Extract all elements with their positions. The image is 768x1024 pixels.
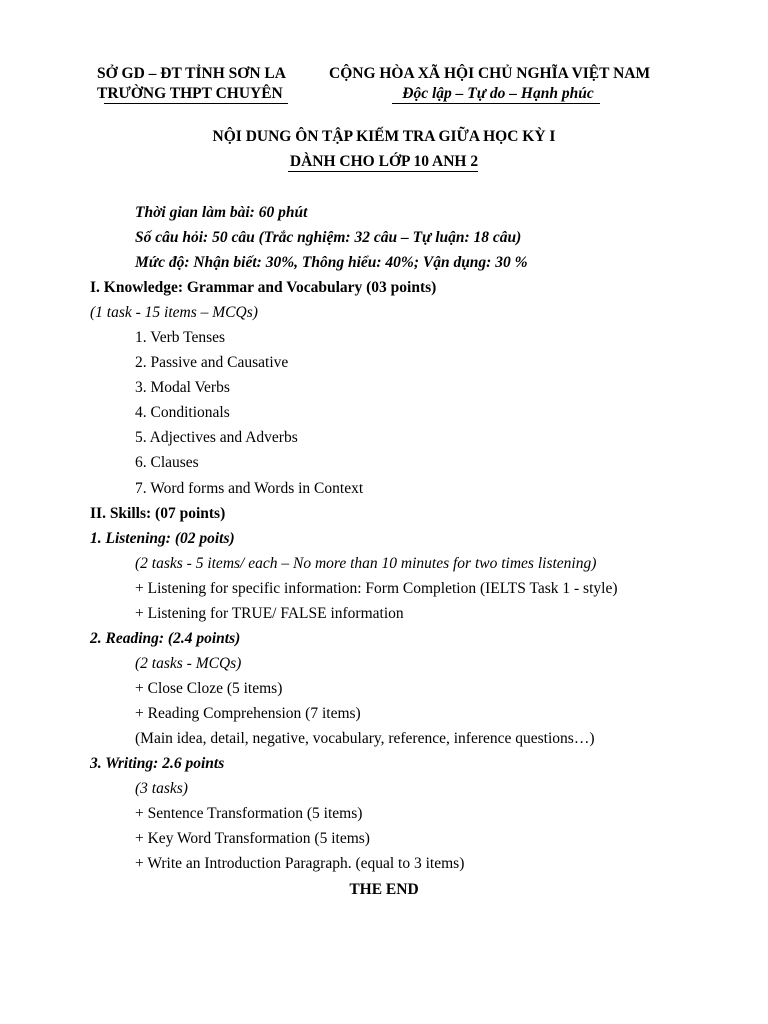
header-school-underline (104, 103, 288, 104)
writing-note: (3 tasks) (135, 780, 188, 797)
info-level: Mức độ: Nhận biết: 30%, Thông hiểu: 40%; Vận dụng: 30 % (135, 254, 528, 271)
header-republic: CỘNG HÒA XÃ HỘI CHỦ NGHĨA VIỆT NAM (329, 65, 651, 82)
subtitle-underline (288, 171, 478, 172)
reading-note: (2 tasks - MCQs) (135, 655, 242, 672)
writing-heading: 3. Writing: 2.6 points (90, 755, 225, 772)
list-item: 1. Verb Tenses (135, 329, 226, 346)
document-subtitle: DÀNH CHO LỚP 10 ANH 2 (289, 153, 479, 170)
section-2-heading: II. Skills: (07 points) (90, 505, 226, 522)
list-item: + Write an Introduction Paragraph. (equal to 3 items) (135, 855, 465, 872)
list-item: 5. Adjectives and Adverbs (135, 429, 298, 446)
list-item: 2. Passive and Causative (135, 354, 289, 371)
list-item: + Key Word Transformation (5 items) (135, 830, 370, 847)
section-1-note: (1 task - 15 items – MCQs) (90, 304, 258, 321)
list-item: (Main idea, detail, negative, vocabulary, reference, inference questions…) (135, 730, 595, 747)
document-title: NỘI DUNG ÔN TẬP KIẾM TRA GIỮA HỌC KỲ I (212, 128, 556, 145)
list-item: + Close Cloze (5 items) (135, 680, 283, 697)
list-item: + Listening for specific information: Form Completion (IELTS Task 1 - style) (135, 580, 618, 597)
reading-heading: 2. Reading: (2.4 points) (90, 630, 241, 647)
list-item: 6. Clauses (135, 454, 199, 471)
listening-heading: 1. Listening: (02 poits) (90, 530, 235, 547)
info-time: Thời gian làm bài: 60 phút (135, 204, 308, 221)
the-end: THE END (349, 881, 419, 898)
header-motto-underline (392, 103, 600, 104)
list-item: 4. Conditionals (135, 404, 230, 421)
header-school: TRƯỜNG THPT CHUYÊN (97, 85, 283, 102)
header-motto: Độc lập – Tự do – Hạnh phúc (402, 85, 594, 102)
list-item: + Listening for TRUE/ FALSE information (135, 605, 404, 622)
listening-note: (2 tasks - 5 items/ each – No more than 10 minutes for two times listening) (135, 555, 597, 572)
header-department: SỞ GD – ĐT TỈNH SƠN LA (97, 65, 286, 82)
list-item: 3. Modal Verbs (135, 379, 230, 396)
info-questions: Số câu hỏi: 50 câu (Trắc nghiệm: 32 câu – Tự luận: 18 câu) (135, 229, 522, 246)
list-item: + Reading Comprehension (7 items) (135, 705, 361, 722)
list-item: 7. Word forms and Words in Context (135, 480, 364, 497)
section-1-heading: I. Knowledge: Grammar and Vocabulary (03 points) (90, 279, 437, 296)
list-item: + Sentence Transformation (5 items) (135, 805, 363, 822)
